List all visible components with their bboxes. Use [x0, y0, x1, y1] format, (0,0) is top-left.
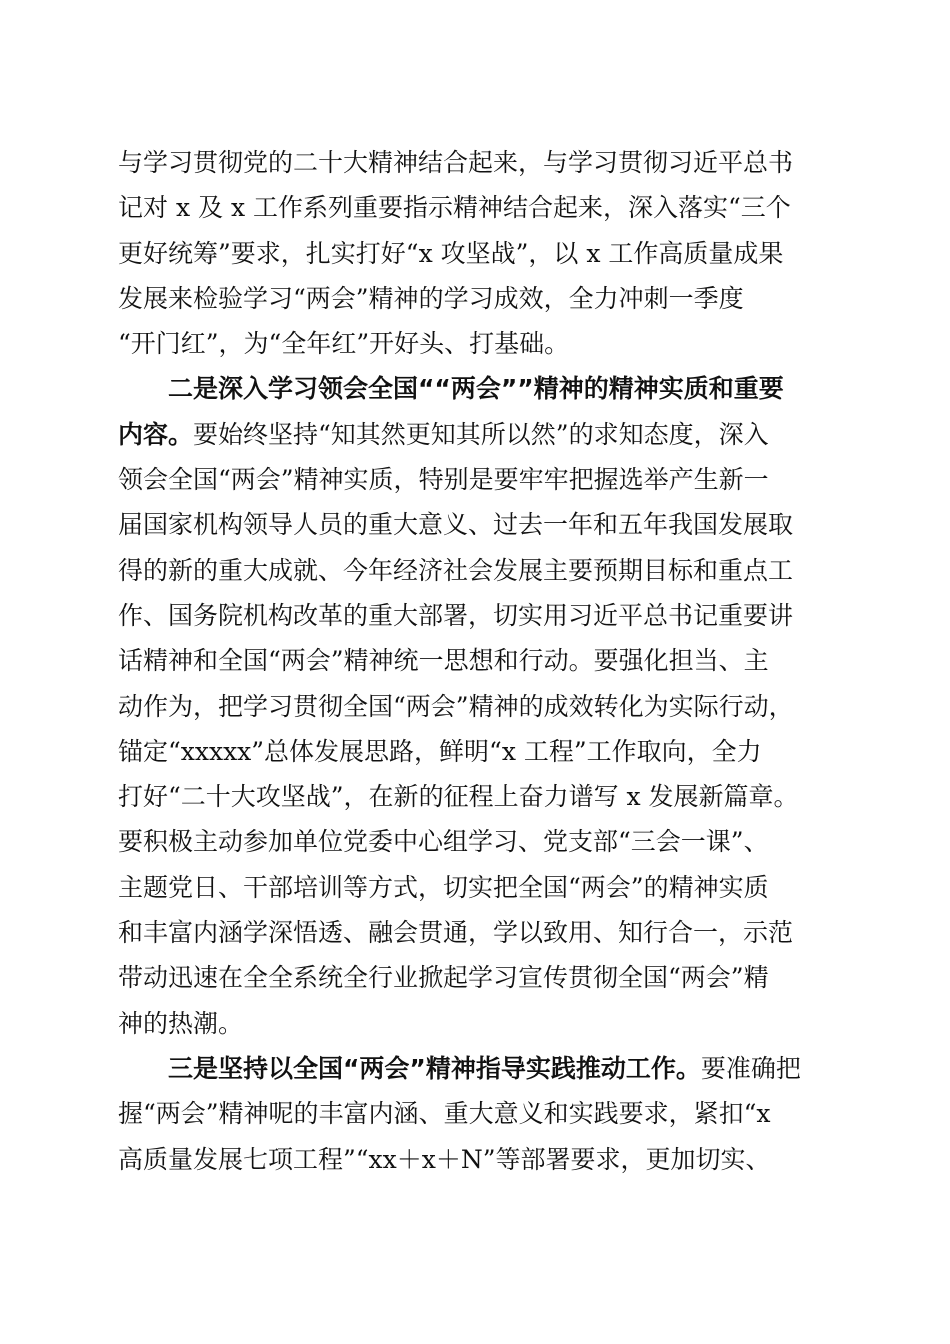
- paragraph-heading-end: 内容。: [118, 419, 194, 449]
- text-line: 届国家机构领导人员的重大意义、过去一年和五年我国发展取: [118, 510, 794, 540]
- paragraph-body: 要始终坚持“知其然更知其所以然”的求知态度，深入: [193, 419, 769, 449]
- paragraph-body: 要准确把: [700, 1053, 801, 1083]
- paragraph-1: [118, 140, 838, 366]
- text-line: 发展来检验学习“两会”精神的学习成效，全力冲刺一季度: [118, 283, 744, 313]
- text-line: 锚定“xxxxx”总体发展思路，鲜明“x 工程”工作取向，全力: [118, 736, 762, 766]
- text-line: 动作为，把学习贯彻全国“两会”精神的成效转化为实际行动，: [118, 691, 794, 721]
- paragraph-heading: 二是深入学习领会全国““两会””精神的精神实质和重要: [168, 374, 784, 404]
- text-line: 高质量发展七项工程”“xx＋x＋N”等部署要求，更加切实、: [118, 1144, 771, 1174]
- text-line: 握“两会”精神呢的丰富内涵、重大意义和实践要求，紧扣“x: [118, 1099, 771, 1129]
- document-page: [118, 140, 838, 1182]
- text-line: 领会全国“两会”精神实质，特别是要牢牢把握选举产生新一: [118, 465, 769, 495]
- text-line: 与学习贯彻党的二十大精神结合起来，与学习贯彻习近平总书: [118, 148, 794, 177]
- text-line: 作、国务院机构改革的重大部署，切实用习近平总书记重要讲: [118, 600, 794, 630]
- text-line: 主题党日、干部培训等方式，切实把全国“两会”的精神实质: [118, 872, 769, 902]
- text-line: “开门红”，为“全年红”开好头、打基础。: [118, 329, 570, 359]
- text-line: 打好“二十大攻坚战”，在新的征程上奋力谱写 x 发展新篇章。: [118, 782, 799, 812]
- text-line: 记对 x 及 x 工作系列重要指示精神结合起来，深入落实“三个: [118, 193, 791, 223]
- text-line: [118, 412, 838, 457]
- text-line: 带动迅速在全全系统全行业掀起学习宣传贯彻全国“两会”精: [118, 963, 769, 993]
- text-line: 要积极主动参加单位党委中心组学习、党支部“三会一课”、: [118, 827, 769, 857]
- text-line: 神的热潮。: [118, 1008, 244, 1038]
- paragraph-3: [118, 1046, 838, 1182]
- text-line: 话精神和全国“两会”精神统一思想和行动。要强化担当、主: [118, 646, 769, 676]
- text-line: [118, 1046, 838, 1091]
- paragraph-heading: 三是坚持以全国“两会”精神指导实践推动工作。: [168, 1053, 701, 1083]
- text-line: 得的新的重大成就、今年经济社会发展主要预期目标和重点工: [118, 555, 794, 585]
- paragraph-2: [118, 366, 838, 1045]
- text-line: 更好统筹”要求，扎实打好“x 攻坚战”，以 x 工作高质量成果: [118, 238, 784, 268]
- text-line: [118, 366, 838, 411]
- text-line: 和丰富内涵学深悟透、融会贯通，学以致用、知行合一，示范: [118, 918, 794, 948]
